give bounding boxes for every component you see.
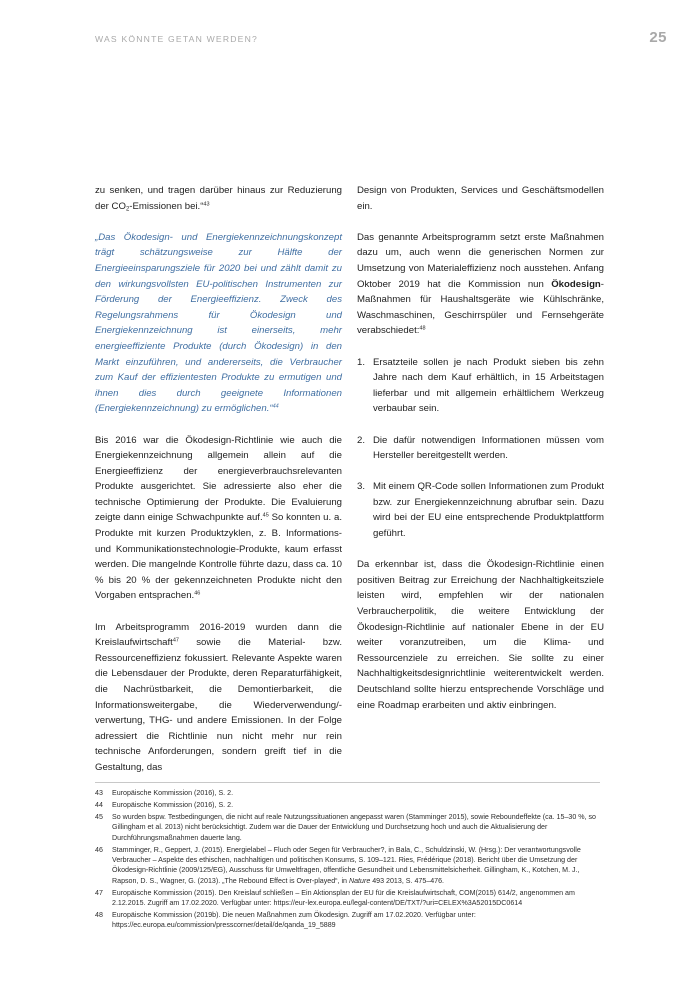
paragraph-work-programme: Im Arbeitsprogramm 2016-2019 wurden dann die Kreislaufwirtschaft$^{47}$ sowie die Material- bzw. Ressourceneffizienz fokussiert. Relevante Aspekte waren die Lebensdauer der Produkte, deren Reparaturfähigkeit, die Nachrüstbarkeit, die Demontierbarkeit, die Informationsweitergabe, die Wiederverwendung/-verwertung, THG- und andere Emissionen. In der Folge adressiert die Richtlinie nun nicht mehr nur rein technische Anforderungen, sondern greift tief in die Gestaltung, das — [95, 621, 342, 773]
measures-list — [357, 355, 604, 542]
paragraph-recommendation: Da erkennbar ist, dass die Ökodesign-Richtlinie einen positiven Beitrag zur Erreichung der Nachhaltigkeitsziele leisten wird, empfehlen wir der nationalen Verbraucherpolitik, die weitere Entwicklung der Ökodesign-Richtlinie auf nationaler Ebene in der EU weiter voranzutreiben, um die Klima- und Ressourcenziele zu erreichen. Sie sollte zu einer Nachhaltigkeitsdesignrichtlinie weiterentwickelt werden. Deutschland sollte hierzu entsprechende Vorschläge und eine Roadmap erarbeiten und aktiv einbringen. — [357, 559, 604, 711]
footnote: 44 Europäische Kommission (2016), S. 2. — [95, 800, 234, 809]
footnote: 48 Europäische Kommission (2019b). Die neuen Maßnahmen zum Ökodesign. Zugriff am 17.02.2020. Verfügbar unter: https://ec.europa.eu/commission/presscorner/detail/de/qanda_19_5889 — [95, 910, 476, 930]
block-quote: „Das Ökodesign- und Energiekennzeichnungskonzept trägt schätzungsweise zur Hälfte der Energieeinsparungsziele für 2020 bei und zählt damit zu den wirkungsvollsten EU-politischen Instrumenten zur Förderung der Energieeffizienz. Zweck des Regelungsrahmens für Ökodesign und Energiekennzeichnung ist einerseits, mehr energieeffiziente Produkte (durch Ökodesign) in den Markt einzuführen, und andererseits, die Verbraucher zum Kauf der effizientesten Produkte zu ermutigen und ihnen dies durch geeignete Informationen (Energiekennzeichnung) zu ermöglichen.“$^{44}$ — [95, 231, 342, 415]
paragraph-until-2016: Bis 2016 war die Ökodesign-Richtlinie wie auch die Energiekennzeichnung allgemein allein auf die Energieeffizienz der energieverbrauchsrelevanten Produkte ausgerichtet. Sie adressierte also eher die technische Optimierung der Produkte. Die Evaluierung zeigte dann einige Schwachpunkte auf.$^{45}$ So konnten u. a. Produkte mit kurzen Produktzyklen, z. B. Informations- und Kommunikationstechnologie-Produkte, kaum erfasst werden. Die mangelnde Kontrolle führte dazu, dass ca. 10 % bis 20 % der gekennzeichneten Produkte nicht den Vorgaben entsprachen.$^{46}$ — [95, 434, 342, 602]
paragraph-design-continuation: Design von Produkten, Services und Geschäftsmodellen ein. — [357, 185, 604, 212]
paragraph-measures-intro: Das genannte Arbeitsprogramm setzt erste Maßnahmen dazu um, auch wenn die generischen Normen zur Umsetzung von Materialeffizienz noch ausstehen. Anfang Oktober 2019 hat die Kommission nun Ökodesign-Maßnahmen für Haushaltsgeräte wie Kühlschränke, Waschmaschinen, Geschirrspüler und Fernsehgeräte verabschiedet:$^{48}$ — [357, 231, 604, 337]
right-column — [357, 183, 604, 729]
footnote-divider — [95, 782, 600, 783]
footnote-ref: 43 — [203, 201, 210, 208]
footnote-ref: 47 — [172, 637, 179, 644]
footnote-ref: 48 — [419, 325, 426, 332]
footnote: 45 So wurden bspw. Testbedingungen, die nicht auf reale Nutzungssituationen angepasst waren (Stamminger 2015), sowie Reboundeffekte (ca. 15–30 %, so Gillingham et al. 2013) nicht berücksichtigt. Zudem war die Dauer der Entwicklung und Durchsetzung hoch und auch die Aktualisierung der Durchführungsmaßnahmen dauerte lang. — [95, 812, 596, 842]
paragraph-co2: zu senken, und tragen darüber hinaus zur Reduzierung der $CO_2$-Emissionen bei.“$^{43}$ — [95, 185, 342, 213]
left-column — [95, 183, 342, 791]
footnote-ref: 46 — [194, 590, 201, 597]
footnote: 43 Europäische Kommission (2016), S. 2. — [95, 789, 234, 797]
list-item: 1. Ersatzteile sollen je nach Produkt sieben bis zehn Jahre nach dem Kauf erhältlich, in 15 Arbeitstagen lieferbar und mit allgemein erhältlichem Werkzeug verbaubar sein. — [357, 356, 604, 415]
footnote-ref: 44 — [272, 403, 279, 410]
footnotes — [95, 788, 600, 932]
footnote-ref: 45 — [262, 512, 269, 519]
list-item: 2. Die dafür notwendigen Informationen müssen vom Hersteller bereitgestellt werden. — [357, 434, 604, 462]
running-title: WAS KÖNNTE GETAN WERDEN? — [95, 34, 258, 44]
ecodesign-bold: Ökodesign — [551, 278, 601, 290]
list-item: 3. Mit einem QR-Code sollen Informationen zum Produkt bzw. zur Energiekennzeichnung abrufbar sein. Dazu wird bei der EU eine entsprechende Produktplattform geführt. — [357, 481, 604, 540]
page-number: 25 — [649, 29, 667, 46]
footnote: 46 Stamminger, R., Geppert, J. (2015). Energielabel – Fluch oder Segen für Verbraucher?, in Bala, C., Schuldzinski, W. (Hrsg.): Der verantwortungsvolle Verbraucher – Aspekte des ethischen, nachhaltigen und politischen Konsums, S. 109–121. Ries, Frédérique (2018). Bericht über die Umsetzung der Ökodesign-Richtlinie (2009/125/EG), Ausschuss für Umweltfragen, öffentliche Gesundheit und Lebensmittelsicherheit. Gillingham, K., Kotchen, M. J., Rapson, D. S., Wagner, G. (2013). „The Rebound Effect is Over-played“, in Nature 493 2013, S. 475–476. — [95, 845, 581, 885]
footnote: 47 Europäische Kommission (2015). Den Kreislauf schließen – Ein Aktionsplan der EU für die Kreislaufwirtschaft, COM(2015) 614/2, angenommen am 2.12.2015. Zugriff am 17.02.2020. Verfügbar unter: https://eur-lex.europa.eu/legal-content/DE/TXT/?uri=CELEX%3A52015DC0614 — [95, 888, 575, 908]
